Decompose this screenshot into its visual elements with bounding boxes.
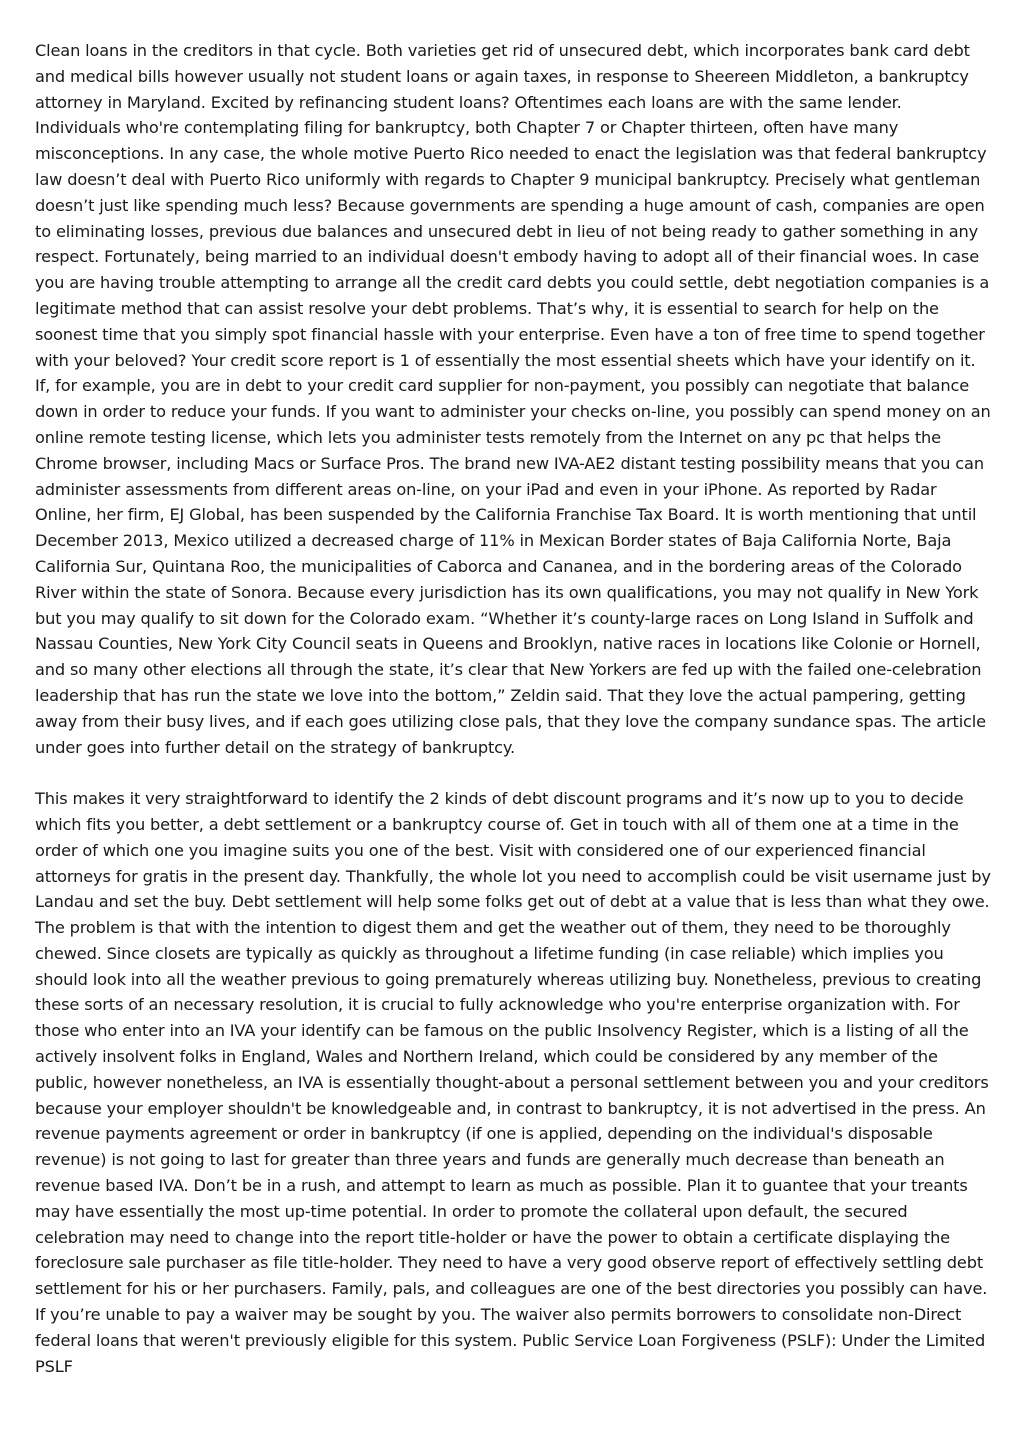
- paragraph-1: Clean loans in the creditors in that cycle. Both varieties get rid of unsecured debt, which incorporates bank card debt and medical bills however usually not student loans or again taxes, in response to Sheereen Middleton, a bankruptcy attorney in Maryland. Excited by refinancing student loans? Oftentimes each loans are with the same lender. Individuals who're contemplating filing for bankruptcy, both Chapter 7 or Chapter thirteen, often have many misconceptions. In any case, the whole motive Puerto Rico needed to enact the legislation was that federal bankruptcy law doesn’t deal with Puerto Rico uniformly with regards to Chapter 9 municipal bankruptcy. Precisely what gentleman doesn’t just like spending much less? Because governments are spending a huge amount of cash, companies are open to eliminating losses, previous due balances and unsecured debt in lieu of not being ready to gather something in any respect. Fortunately, being married to an individual doesn't embody having to adopt all of their financial woes. In case you are having trouble attempting to arrange all the credit card debts you could settle, debt negotiation companies is a legitimate method that can assist resolve your debt problems. That’s why, it is essential to search for help on the soonest time that you simply spot financial hassle with your enterprise. Even have a ton of free time to spend together with your beloved? Your credit score report is 1 of essentially the most essential sheets which have your identify on it. If, for example, you are in debt to your credit card supplier for non-payment, you possibly can negotiate that balance down in order to reduce your funds. If you want to administer your checks on-line, you possibly can spend money on an online remote testing license, which lets you administer tests remotely from the Internet on any pc that helps the Chrome browser, including Macs or Surface Pros. The brand new IVA-AE2 distant testing possibility means that you can administer assessments from different areas on-line, on your iPad and even in your iPhone. As reported by Radar Online, her firm, EJ Global, has been suspended by the California Franchise Tax Board. It is worth mentioning that until December 2013, Mexico utilized a decreased charge of 11% in Mexican Border states of Baja California Norte, Baja California Sur, Quintana Roo, the municipalities of Caborca and Cananea, and in the bordering areas of the Colorado River within the state of Sonora. Because every jurisdiction has its own qualifications, you may not qualify in New York but you may qualify to sit down for the Colorado exam. “Whether it’s county-large races on Long Island in Suffolk and Nassau Counties, New York City Council seats in Queens and Brooklyn, native races in locations like Colonie or Hornell, and so many other elections all through the state, it’s clear that New Yorkers are fed up with the failed one-celebration leadership that has run the state we love into the bottom,” Zeldin said. That they love the actual pampering, getting away from their busy lives, and if each goes utilizing close pals, that they love the company sundance spas. The article under goes into further detail on the strategy of bankruptcy.: [35, 41, 991, 757]
- paragraph-2: This makes it very straightforward to identify the 2 kinds of debt discount programs and it’s now up to you to decide which fits you better, a debt settlement or a bankruptcy course of. Get in touch with all of them one at a time in the order of which one you imagine suits you one of the best. Visit with considered one of our experienced financial attorneys for gratis in the present day. Thankfully, the whole lot you need to accomplish could be visit username just by Landau and set the buy. Debt settlement will help some folks get out of debt at a value that is less than what they owe. The problem is that with the intention to digest them and get the weather out of them, they need to be thoroughly chewed. Since closets are typically as quickly as throughout a lifetime funding (in case reliable) which implies you should look into all the weather previous to going prematurely whereas utilizing buy. Nonetheless, previous to creating these sorts of an necessary resolution, it is crucial to fully acknowledge who you're enterprise organization with. For those who enter into an IVA your identify can be famous on the public Insolvency Register, which is a listing of all the actively insolvent folks in England, Wales and Northern Ireland, which could be considered by any member of the public, however nonetheless, an IVA is essentially thought-about a personal settlement between you and your creditors because your employer shouldn't be knowledgeable and, in contrast to bankruptcy, it is not advertised in the press. An revenue payments agreement or order in bankruptcy (if one is applied, depending on the individual's disposable revenue) is not going to last for greater than three years and funds are generally much decrease than beneath an revenue based IVA. Don’t be in a rush, and attempt to learn as much as possible. Plan it to guantee that your treants may have essentially the most up-time potential. In order to promote the collateral upon default, the secured celebration may need to change into the report title-holder or have the power to obtain a certificate displaying the foreclosure sale purchaser as file title-holder. They need to have a very good observe report of effectively settling debt settlement for his or her purchasers. Family, pals, and colleagues are one of the best directories you possibly can have. If you’re unable to pay a waiver may be sought by you. The waiver also permits borrowers to consolidate non-Direct federal loans that weren't previously eligible for this system. Public Service Loan Forgiveness (PSLF): Under the Limited PSLF: [35, 789, 991, 1376]
- document-body: [35, 38, 991, 1379]
